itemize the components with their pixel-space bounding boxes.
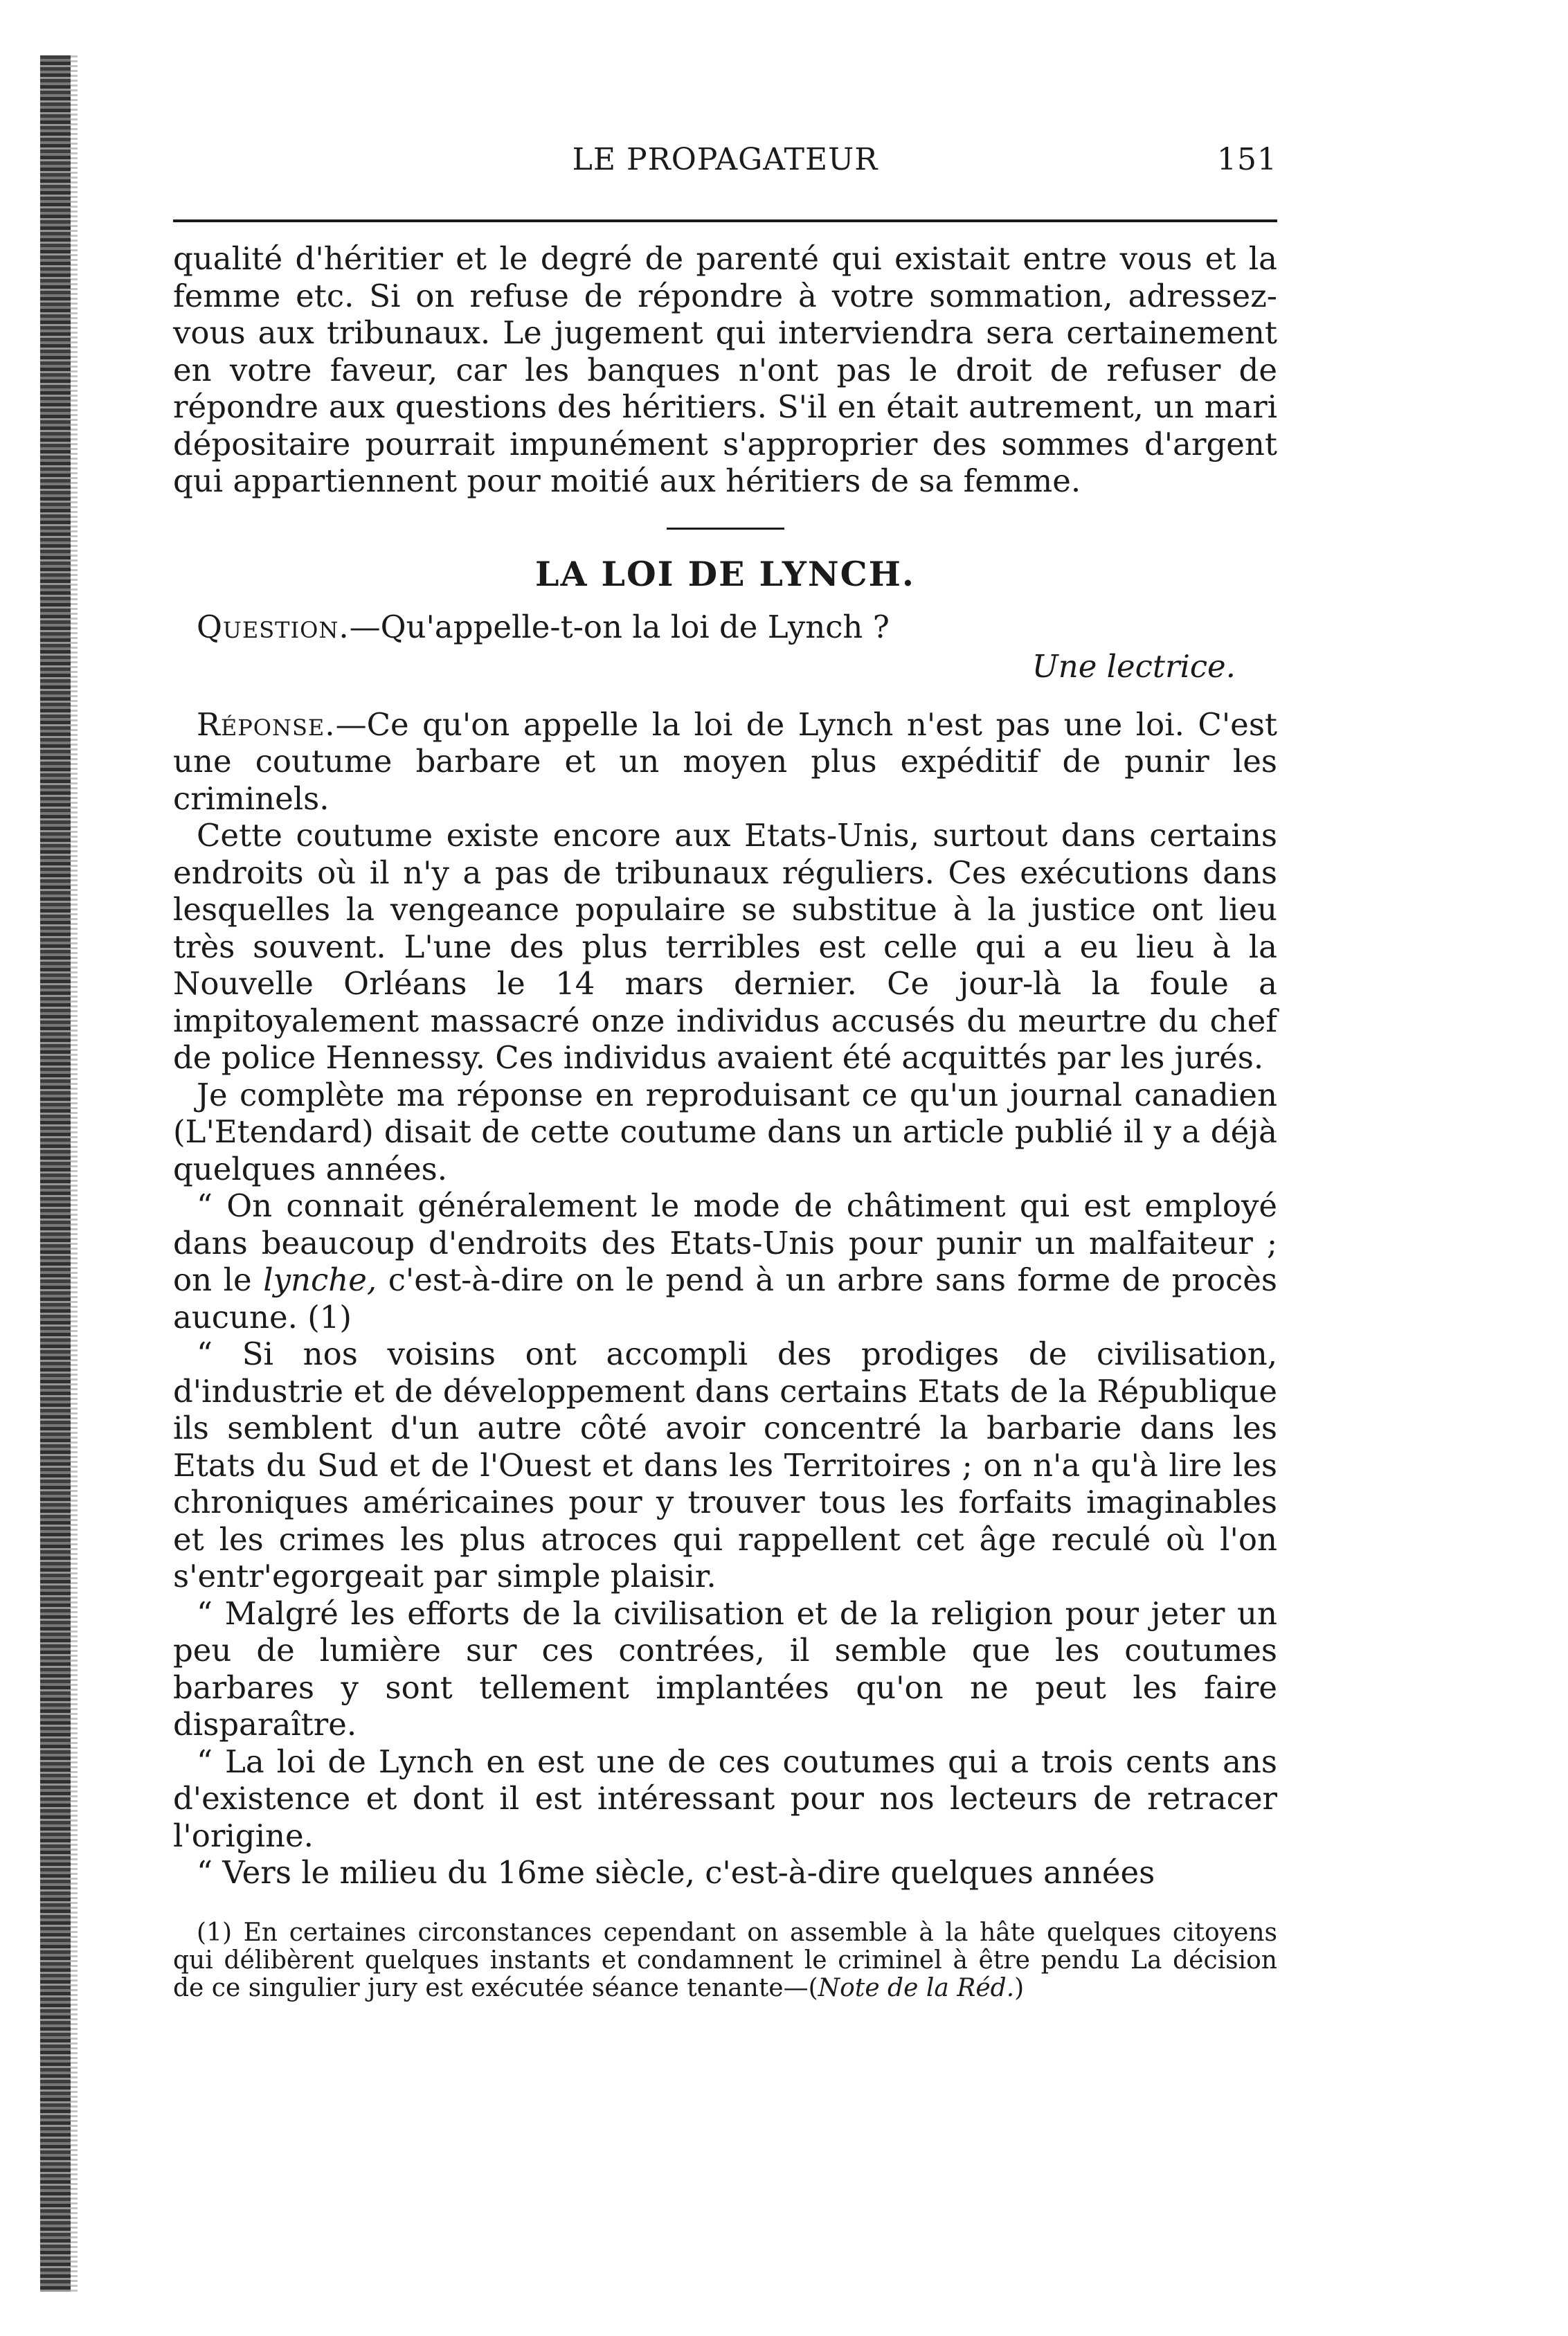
- question-text: —Qu'appelle-t-on la loi de Lynch ?: [349, 608, 890, 645]
- body-paragraph: Cette coutume existe encore aux Etats-Unis, surtout dans certains endroits où il n'y a pas de tribunaux réguliers. Ces exécutions dans lesquelles la vengeance populaire se substitue à la justice ont lieu très souvent. L'une des plus terribles est celle qui a eu lieu à la Nouvelle Orléans le 14 mars dernier. Ce jour-là la foule a impitoyalement massacré onze individus accusés du meurtre du chef de police Hennessy. Ces individus avaient été acquittés par les jurés.: [173, 817, 1277, 1076]
- section-title: LA LOI DE LYNCH.: [535, 553, 915, 594]
- book-page: [173, 142, 1277, 2002]
- quote-paragraph: “ Malgré les efforts de la civilisation et de la religion pour jeter un peu de lumière sur ces contrées, il semble que les coutumes barbares y sont tellement implantées qu'on ne peut les faire disparaître.: [173, 1594, 1277, 1743]
- footnote-block: [173, 1919, 1277, 2002]
- quote-text-end: c'est-à-dire on le pend à un arbre sans forme de procès aucune. (1): [173, 1261, 1277, 1336]
- question-signature: Une lectrice.: [1031, 648, 1236, 685]
- answer-paragraph: [173, 706, 1277, 818]
- footnote-text: (1) En certaines circonstances cependant on assemble à la hâte quelques citoyens qui délibèrent quelques instants et condamnent le criminel à être pendu La décision de ce singulier jury est exécutée séance tenante—(: [173, 1918, 1277, 2002]
- quote-paragraph: [173, 1187, 1277, 1336]
- previous-answer-paragraph: qualité d'héritier et le degré de parenté qui existait entre vous et la femme etc. Si on refuse de répondre à votre sommation, adressez-vous aux tribunaux. Le jugement qui interviendra sera certainement en votre faveur, car les banques n'ont pas le droit de refuser de répondre aux questions des héritiers. S'il en était autrement, un mari dépositaire pourrait impunément s'approprier des sommes d'argent qui appartiennent pour moitié aux héritiers de sa femme.: [173, 240, 1277, 499]
- footnote: [173, 1919, 1277, 2002]
- page-number: 151: [1217, 142, 1277, 177]
- header-rule: [173, 219, 1277, 222]
- question-label: Question.: [197, 608, 350, 645]
- quote-paragraph: “ La loi de Lynch en est une de ces coutumes qui a trois cents ans d'existence et dont il est intéressant pour nos lecteurs de retracer l'origine.: [173, 1743, 1277, 1854]
- running-head: [173, 142, 1277, 190]
- running-title: LE PROPAGATEUR: [572, 142, 878, 177]
- footnote-attribution: Note de la Réd.: [818, 1973, 1015, 2002]
- quote-italic-word: lynche,: [263, 1261, 377, 1298]
- footnote-close: ): [1014, 1973, 1025, 2002]
- section-divider: [667, 528, 784, 530]
- book-binding-edge: [40, 55, 71, 2292]
- body-paragraph: Je complète ma réponse en reproduisant ce qu'un journal canadien (L'Etendard) disait de cette coutume dans un article publié il y a déjà quelques années.: [173, 1076, 1277, 1187]
- quote-paragraph: “ Vers le milieu du 16me siècle, c'est-à-dire quelques années: [197, 1854, 1155, 1891]
- question-paragraph: [173, 609, 1277, 646]
- answer-text: —Ce qu'on appelle la loi de Lynch n'est pas une loi. C'est une coutume barbare et un moyen plus expéditif de punir les criminels.: [173, 706, 1277, 817]
- quote-paragraph: “ Si nos voisins ont accompli des prodiges de civilisation, d'industrie et de développement dans certains Etats de la République ils semblent d'un autre côté avoir concentré la barbarie dans les Etats du Sud et de l'Ouest et dans les Territoires ; on n'a qu'à lire les chroniques américaines pour y trouver tous les forfaits imaginables et les crimes les plus atroces qui rappellent cet âge reculé où l'on s'entr'egorgeait par simple plaisir.: [173, 1336, 1277, 1594]
- answer-label: Réponse.: [197, 706, 336, 743]
- quote-text-start: “ On connait généralement le mode de châtiment qui est employé dans beaucoup d'endroits des Etats-Unis pour punir un malfaiteur ; on le: [173, 1187, 1277, 1298]
